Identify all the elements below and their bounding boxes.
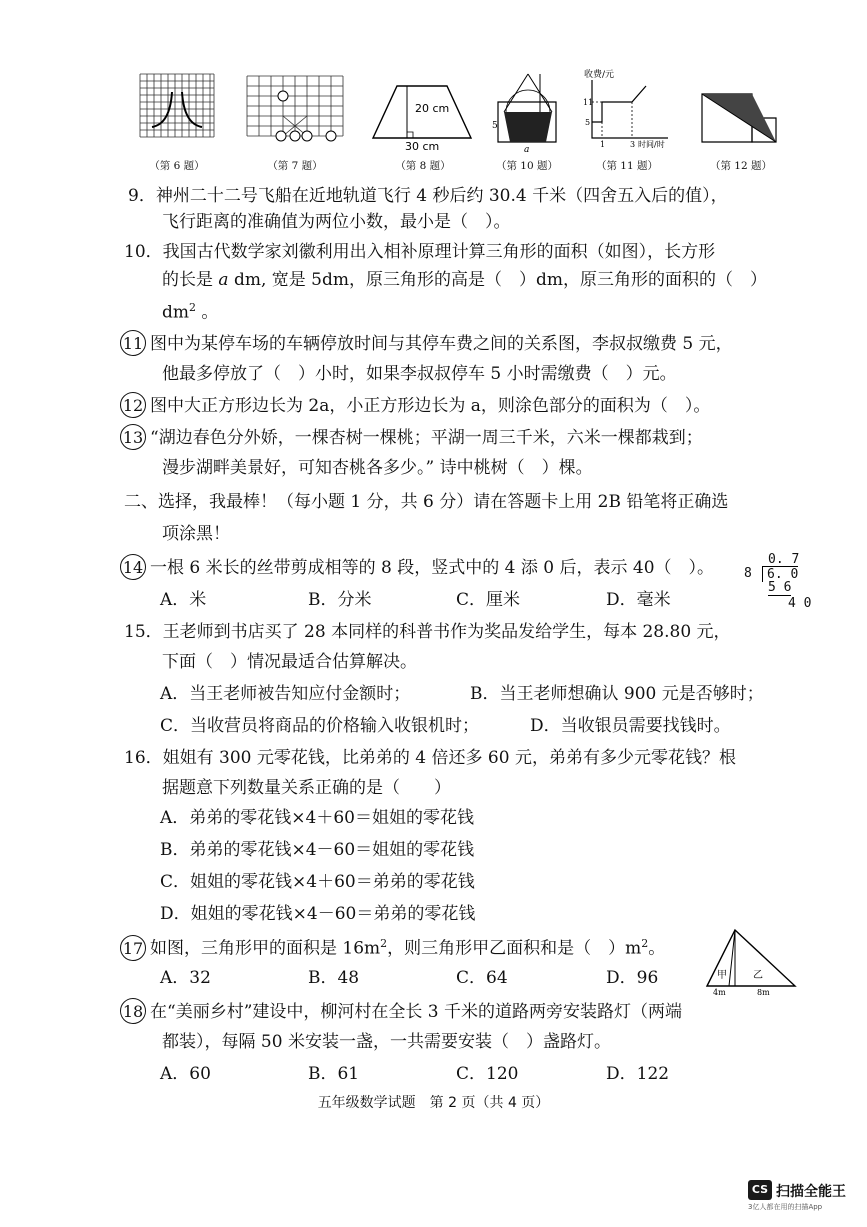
q10-line1 xyxy=(124,240,715,264)
q10-line3 xyxy=(162,296,218,325)
figure-8 xyxy=(365,72,475,150)
figure-10-caption: （第 10 题） xyxy=(495,160,559,172)
q13-text-1: “湖边春色分外娇，一棵杏树一棵桃；平湖一周三千米，六米一棵都栽到； xyxy=(150,428,703,448)
q16-text-1: 姐姐有 300 元零花钱，比弟弟的 4 倍还多 60 元，弟弟有多少元零花钱？根 xyxy=(162,748,736,768)
q17-line1 xyxy=(120,932,665,961)
q18-option-d[interactable]: D．122 xyxy=(606,1064,670,1084)
page-footer: 五年级数学试题 第 2 页（共 4 页） xyxy=(317,1095,550,1111)
q14-quotient: 0. 7 xyxy=(768,552,800,567)
q12-number: 12 xyxy=(120,392,146,418)
q17-superscript-1: 2 xyxy=(380,937,388,950)
q16-option-d[interactable]: D．姐姐的零花钱×4－60＝弟弟的零花钱 xyxy=(160,904,476,924)
figure-strip xyxy=(130,72,780,182)
svg-text:5: 5 xyxy=(585,118,591,127)
figure-8-height-label: 20 cm xyxy=(415,102,450,115)
q16-option-a[interactable]: A．弟弟的零花钱×4＋60＝姐姐的零花钱 xyxy=(160,808,474,828)
q18-line2: 都装），每隔 50 米安装一盏，一共需要安装（ ）盏路灯。 xyxy=(162,1032,611,1052)
q17-label-8m: 8m xyxy=(757,988,770,996)
q9-text-1: 神州二十二号飞船在近地轨道飞行 4 秒后约 30.4 千米（四舍五入后的值）， xyxy=(155,186,728,206)
q10-line2 xyxy=(162,268,767,292)
q16-line2: 据题意下列数量关系正确的是（ ） xyxy=(162,778,451,798)
q12-text-1: 图中大正方形边长为 2a，小正方形边长为 a，则涂色部分的面积为（ ）。 xyxy=(150,396,711,416)
q17-option-c[interactable]: C．64 xyxy=(456,968,508,988)
q10-text-2a: 的长是 xyxy=(162,270,219,290)
svg-text:3: 3 xyxy=(630,140,636,149)
q17-label-4m: 4m xyxy=(713,988,726,996)
q10-text-1: 我国古代数学家刘徽利用出入相补原理计算三角形的面积（如图），长方形 xyxy=(162,242,716,262)
q18-option-a[interactable]: A．60 xyxy=(160,1064,211,1084)
q14-remainder: 4 0 xyxy=(788,596,812,611)
q17-text-3: 。 xyxy=(648,938,666,959)
q16-option-c[interactable]: C．姐姐的零花钱×4＋60＝弟弟的零花钱 xyxy=(160,872,475,892)
q15-option-c[interactable]: C．当收营员将商品的价格输入收银机时； xyxy=(160,716,480,736)
svg-text:11: 11 xyxy=(583,98,594,107)
q9-line1 xyxy=(128,184,728,208)
q17-option-b[interactable]: B．48 xyxy=(308,968,360,988)
q15-number: 15． xyxy=(124,622,163,642)
q12-line1 xyxy=(120,392,710,418)
cs-logo-icon: CS xyxy=(748,1180,772,1200)
q14-line1 xyxy=(120,554,714,580)
q18-option-b[interactable]: B．61 xyxy=(308,1064,360,1084)
q14-option-b[interactable]: B．分米 xyxy=(308,590,372,610)
q18-line1 xyxy=(120,998,682,1024)
q14-text-1: 一根 6 米长的丝带剪成相等的 8 段，竖式中的 4 添 0 后，表示 40（ ）。 xyxy=(150,558,715,578)
q14-product: 5 6 xyxy=(768,580,792,595)
q15-line2: 下面（ ）情况最适合估算解决。 xyxy=(162,652,417,672)
q15-option-b[interactable]: B．当王老师想确认 900 元是否够时； xyxy=(470,684,764,704)
q17-triangle-figure xyxy=(705,928,797,996)
q17-text-1: 如图，三角形甲的面积是 16m xyxy=(150,938,381,959)
q18-text-1: 在“美丽乡村”建设中，柳河村在全长 3 千米的道路两旁安装路灯（两端 xyxy=(150,1002,683,1022)
watermark-slogan: 3亿人都在用的扫描App xyxy=(748,1203,823,1211)
figure-6-caption: （第 6 题） xyxy=(149,160,205,172)
q11-line1 xyxy=(120,330,733,356)
q17-text-2: ，则三角形甲乙面积和是（ ）m xyxy=(387,938,642,959)
q14-option-a[interactable]: A．米 xyxy=(160,590,207,610)
q17-option-d[interactable]: D．96 xyxy=(606,968,659,988)
q17-superscript-2: 2 xyxy=(641,937,649,950)
q10-variable: a xyxy=(218,270,229,290)
q10-text-3-end: 。 xyxy=(201,302,219,323)
q11-number: 11 xyxy=(120,330,146,356)
figure-12-caption: （第 12 题） xyxy=(709,160,773,172)
q16-line1 xyxy=(124,746,736,770)
svg-text:a: a xyxy=(524,145,530,152)
figure-11-xlabel: 时间/时 xyxy=(638,140,665,149)
q14-dividend: 6. 0 xyxy=(762,566,798,582)
watermark-name: 扫描全能王 xyxy=(776,1184,846,1200)
q14-divisor: 8 xyxy=(744,566,752,581)
q16-option-b[interactable]: B．弟弟的零花钱×4－60＝姐姐的零花钱 xyxy=(160,840,475,860)
q15-line1 xyxy=(124,620,731,644)
figure-6 xyxy=(138,72,216,140)
q15-option-d[interactable]: D．当收银员需要找钱时。 xyxy=(530,716,731,736)
q14-option-d[interactable]: D．毫米 xyxy=(606,590,671,610)
figure-7 xyxy=(245,72,345,146)
figure-11-ylabel: 收费/元 xyxy=(584,70,615,80)
q13-line1 xyxy=(120,424,703,450)
q14-option-c[interactable]: C．厘米 xyxy=(456,590,521,610)
q13-line2: 漫步湖畔美景好，可知杏桃各多少。” 诗中桃树（ ）棵。 xyxy=(162,458,593,478)
section2-title-line1: 二、选择，我最棒！（每小题 1 分，共 6 分）请在答题卡上用 2B 铅笔将正确选 xyxy=(124,492,729,512)
q15-option-a[interactable]: A．当王老师被告知应付金额时； xyxy=(160,684,411,704)
figure-11-caption: （第 11 题） xyxy=(595,160,659,172)
q18-number: 18 xyxy=(120,998,146,1024)
figure-10 xyxy=(490,72,566,152)
q11-line2: 他最多停放了（ ）小时，如果李叔叔停车 5 小时需缴费（ ）元。 xyxy=(162,364,677,384)
scanner-watermark xyxy=(748,1180,858,1214)
figure-12 xyxy=(700,92,780,144)
q14-long-division xyxy=(732,552,822,611)
figure-8-base-label: 30 cm xyxy=(405,140,440,150)
q10-text-2b: dm, 宽是 5dm，原三角形的高是（ ）dm，原三角形的面积的（ ） xyxy=(228,270,767,290)
svg-text:5: 5 xyxy=(492,121,498,131)
figure-7-caption: （第 7 题） xyxy=(267,160,323,172)
q14-number: 14 xyxy=(120,554,146,580)
q16-number: 16． xyxy=(124,748,163,768)
q17-number: 17 xyxy=(120,935,146,961)
q17-option-a[interactable]: A．32 xyxy=(160,968,211,988)
section2-title-line2: 项涂黑！ xyxy=(162,524,230,544)
q10-text-3: dm xyxy=(162,302,190,323)
figure-8-caption: （第 8 题） xyxy=(395,160,451,172)
q10-number: 10． xyxy=(124,242,163,262)
q18-option-c[interactable]: C．120 xyxy=(456,1064,519,1084)
svg-text:1: 1 xyxy=(600,140,606,149)
q9-line2: 飞行距离的准确值为两位小数，最小是（ ）。 xyxy=(162,212,511,232)
q17-label-jia: 甲 xyxy=(717,970,727,981)
q17-label-yi: 乙 xyxy=(753,970,763,981)
q13-number: 13 xyxy=(120,424,146,450)
q10-superscript: 2 xyxy=(189,301,197,314)
q11-text-1: 图中为某停车场的车辆停放时间与其停车费之间的关系图，李叔叔缴费 5 元， xyxy=(150,334,733,354)
figure-11 xyxy=(580,68,672,150)
q15-text-1: 王老师到书店买了 28 本同样的科普书作为奖品发给学生，每本 28.80 元， xyxy=(162,622,731,642)
q9-number: 9． xyxy=(128,186,156,206)
